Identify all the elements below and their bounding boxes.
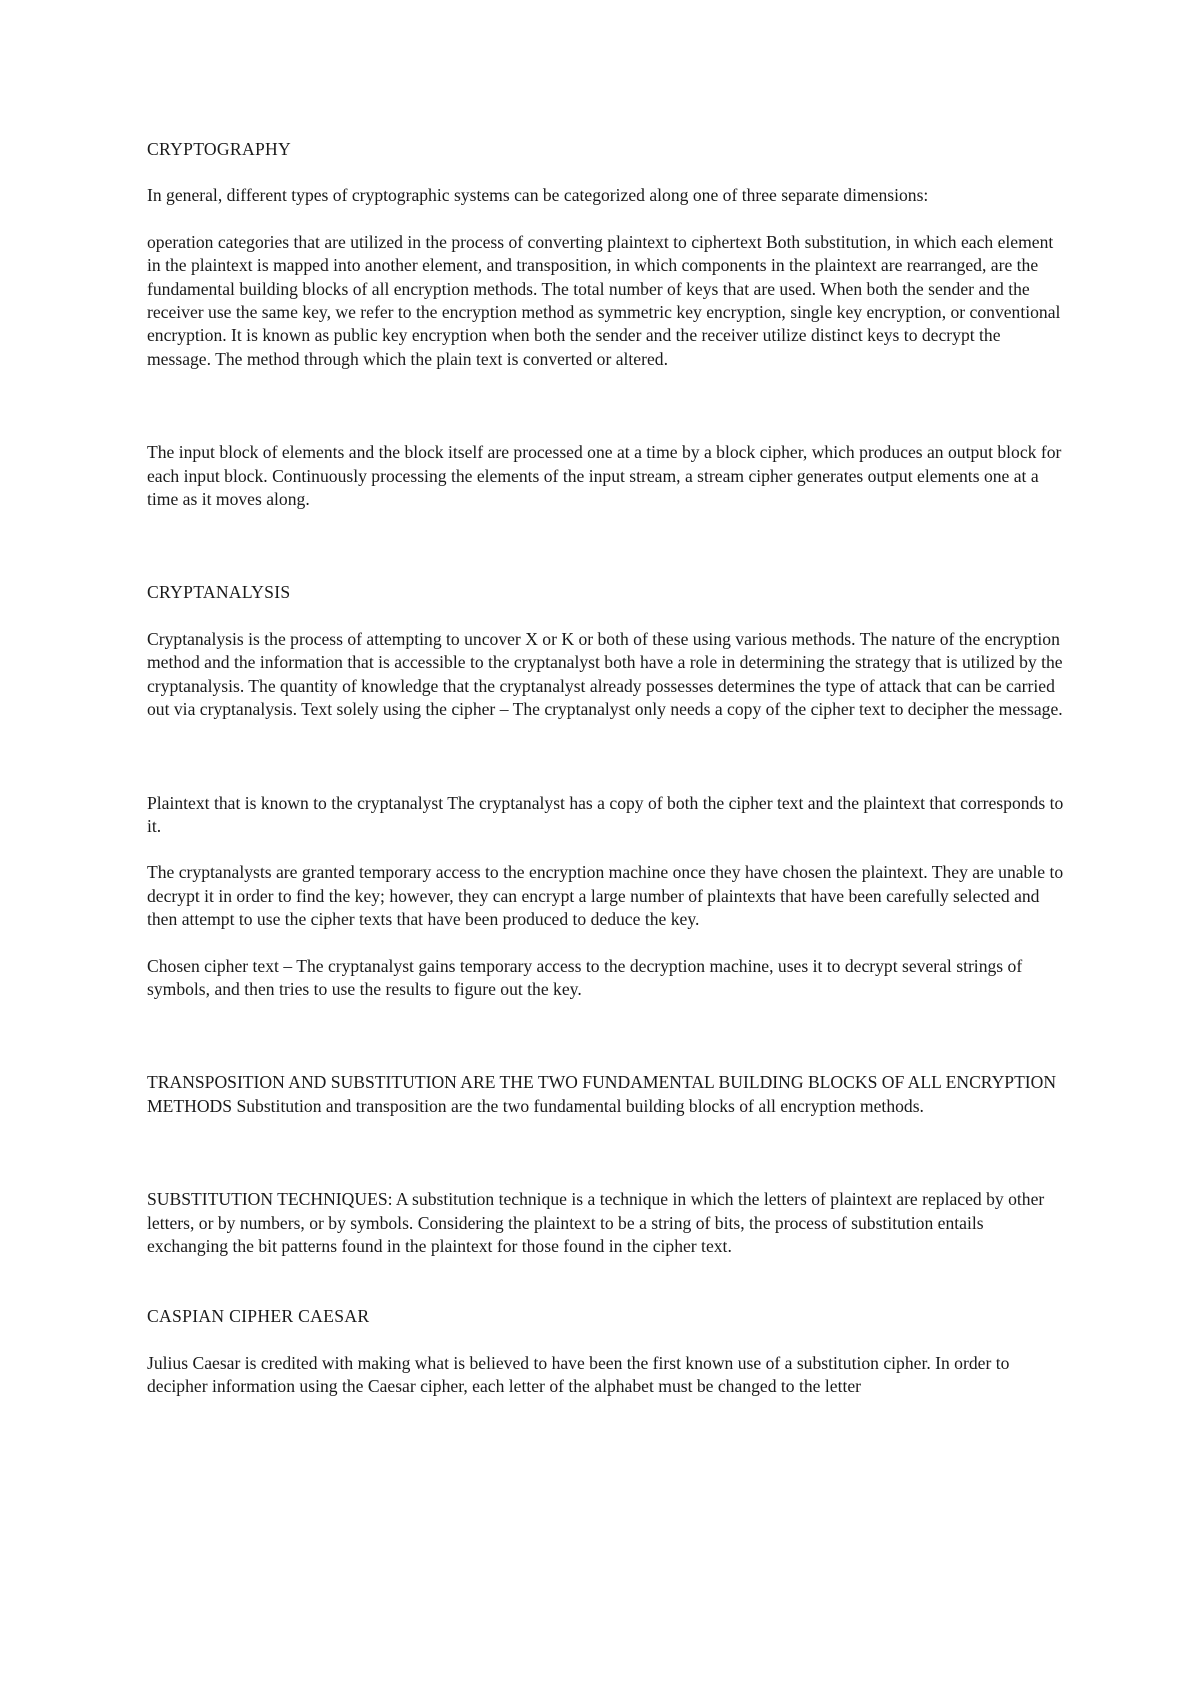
heading-cryptography: CRYPTOGRAPHY	[147, 139, 292, 159]
paragraph-chosen-plaintext: The cryptanalysts are granted temporary access to the encryption machine once they have chosen the plaintext. They are unable to decrypt it in order to find the key; however, they can encrypt a large number of plaintexts that have been carefully selected and then attempt to use the cipher texts that have been produced to deduce the key.	[147, 862, 1064, 930]
paragraph-block-cipher: The input block of elements and the block itself are processed one at a time by a block cipher, which produces an output block for each input block. Continuously processing the elements of the input stream, a stream cipher generates output elements one at a time as it moves along.	[147, 442, 1062, 510]
heading-cryptanalysis: CRYPTANALYSIS	[147, 582, 291, 603]
paragraph-transposition: TRANSPOSITION AND SUBSTITUTION ARE THE TWO FUNDAMENTAL BUILDING BLOCKS OF ALL ENCRYPTION METHODS Substitution and transposition are the two fundamental building blocks of all encryption methods.	[147, 1072, 1057, 1116]
paragraph-cryptanalysis: Cryptanalysis is the process of attempting to uncover X or K or both of these using various methods. The nature of the encryption method and the information that is accessible to the cryptanalyst both have a role in determining the strategy that is utilized by the cryptanalysis. The quantity of knowledge that the cryptanalyst already possesses determines the type of attack that can be carried out via cryptanalysis. Text solely using the cipher – The cryptanalyst only needs a copy of the cipher text to decipher the message.	[147, 628, 1063, 720]
spacer	[147, 932, 1067, 955]
paragraph-caesar: Julius Caesar is credited with making what is believed to have been the first known use of a substitution cipher. In order to decipher information using the Caesar cipher, each letter of the alphabet must be changed to the letter	[147, 1352, 1010, 1397]
spacer	[147, 605, 1067, 628]
spacer	[147, 161, 1067, 184]
heading-caesar: CASPIAN CIPHER CAESAR	[147, 1306, 370, 1327]
spacer	[147, 1258, 1067, 1305]
paragraph-substitution: SUBSTITUTION TECHNIQUES: A substitution technique is a technique in which the letters of plaintext are replaced by other letters, or by numbers, or by symbols. Considering the plaintext to be a string of bits, the process of substitution entails exchanging the bit patterns found in the plaintext for those found in the cipher text.	[147, 1189, 1045, 1256]
spacer	[147, 1118, 1067, 1188]
spacer	[147, 371, 1067, 441]
spacer	[147, 1001, 1067, 1071]
paragraph-intro: In general, different types of cryptographic systems can be categorized along one of three separate dimensions:	[147, 185, 929, 206]
spacer	[147, 838, 1067, 861]
spacer	[147, 208, 1067, 231]
spacer	[147, 722, 1067, 792]
paragraph-known-plaintext: Plaintext that is known to the cryptanalyst The cryptanalyst has a copy of both the cipher text and the plaintext that corresponds to it.	[147, 792, 1064, 836]
spacer	[147, 511, 1067, 581]
spacer	[147, 1329, 1067, 1352]
paragraph-operations: operation categories that are utilized in the process of converting plaintext to ciphertext Both substitution, in which each element in the plaintext is mapped into another element, and transposition, in which components in the plaintext are rearranged, are the fundamental building blocks of all encryption methods. The total number of keys that are used. When both the sender and the receiver use the same key, we refer to the encryption method as symmetric key encryption, single key encryption, or conventional encryption. It is known as public key encryption when both the sender and the receiver utilize distinct keys to decrypt the message. The method through which the plain text is converted or altered.	[147, 231, 1061, 369]
paragraph-chosen-ciphertext: Chosen cipher text – The cryptanalyst gains temporary access to the decryption machine, uses it to decrypt several strings of symbols, and then tries to use the results to figure out the key.	[147, 955, 1023, 999]
document-page	[147, 138, 1067, 1399]
